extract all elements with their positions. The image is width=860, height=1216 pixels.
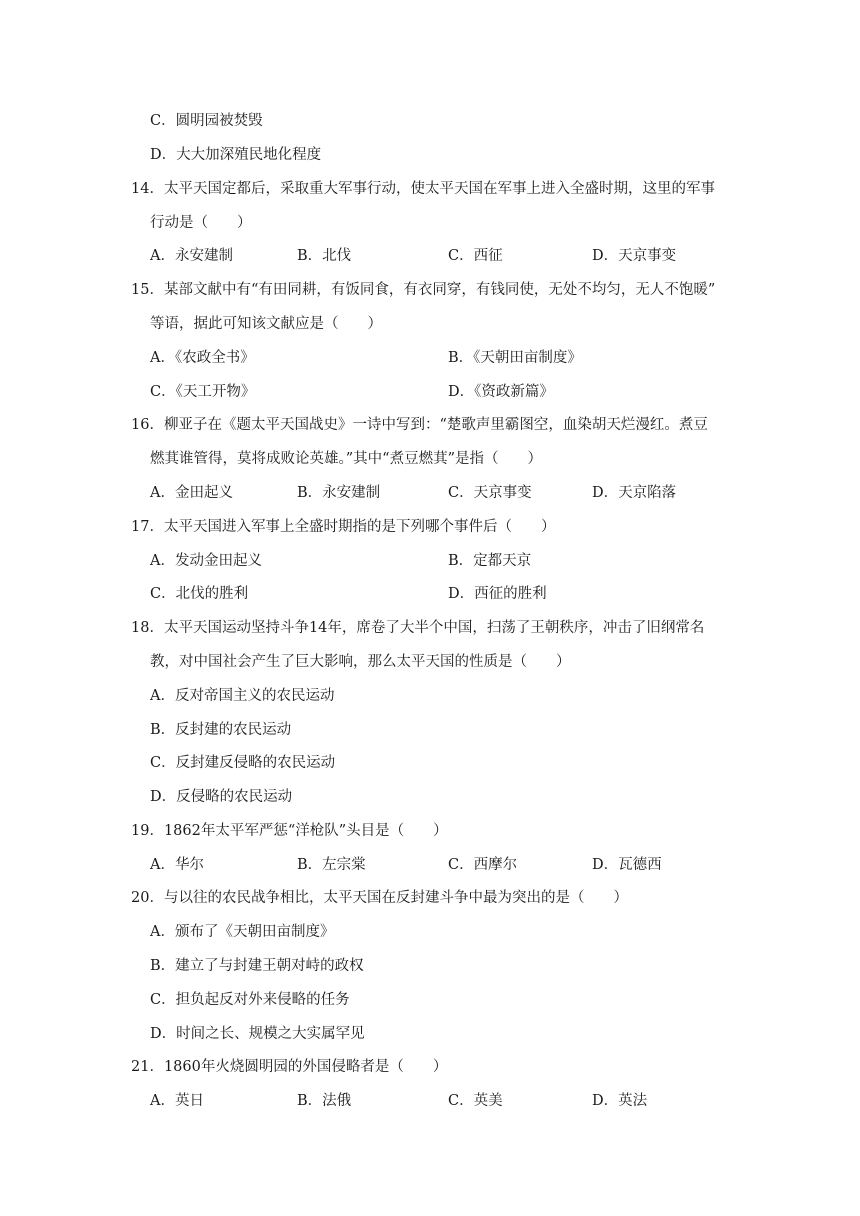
option-a: A．永安建制 — [150, 248, 233, 264]
question-stem: 16．柳亚子在《题太平天国战史》一诗中写到：“楚歌声里霸图空，血染胡天烂漫红。煮豆 — [131, 417, 708, 433]
question-stem: 21．1860年火烧圆明园的外国侵略者是（ ） — [131, 1059, 448, 1075]
option-c: C．担负起反对外来侵略的任务 — [150, 992, 350, 1008]
option-c: C．圆明园被焚毁 — [150, 113, 263, 129]
option-d: D．天京陷落 — [592, 485, 677, 501]
option-b: B．定都天京 — [448, 553, 532, 569]
question-stem: 17．太平天国进入军事上全盛时期指的是下列哪个事件后（ ） — [131, 519, 556, 535]
option-a: A．英日 — [150, 1093, 204, 1109]
question-stem: 19．1862年太平军严惩“洋枪队”头目是（ ） — [131, 823, 448, 839]
option-a: A．金田起义 — [150, 485, 233, 501]
question-stem-continued: 燃萁谁管得，莫将成败论英雄。”其中“煮豆燃萁”是指（ ） — [150, 451, 542, 467]
question-stem-continued: 等语，据此可知该文献应是（ ） — [150, 316, 382, 332]
option-b: B．《天朝田亩制度》 — [448, 350, 582, 366]
question-stem: 14．太平天国定都后，采取重大军事行动，使太平天国在军事上进入全盛时期，这里的军事 — [131, 181, 715, 197]
option-c: C．反封建反侵略的农民运动 — [150, 755, 336, 771]
option-c: C．天京事变 — [448, 485, 532, 501]
option-c: C．英美 — [448, 1093, 503, 1109]
option-b: B．反封建的农民运动 — [150, 722, 292, 738]
option-b: B．北伐 — [297, 248, 352, 264]
option-b: B．永安建制 — [297, 485, 381, 501]
option-a: A．颁布了《天朝田亩制度》 — [150, 924, 335, 940]
option-d: D．天京事变 — [592, 248, 677, 264]
option-b: B．左宗棠 — [297, 857, 366, 873]
option-c: C．北伐的胜利 — [150, 586, 249, 602]
option-a: A．华尔 — [150, 857, 204, 873]
option-d: D．英法 — [592, 1093, 648, 1109]
option-d: D．反侵略的农民运动 — [150, 789, 293, 805]
option-d: D．大大加深殖民地化程度 — [150, 147, 322, 163]
option-b: B．法俄 — [297, 1093, 352, 1109]
option-d: D．瓦德西 — [592, 857, 662, 873]
question-stem-continued: 行动是（ ） — [150, 215, 252, 231]
option-c: C．西摩尔 — [448, 857, 518, 873]
option-c: C．《天工开物》 — [150, 384, 256, 400]
option-a: A．发动金田起义 — [150, 553, 262, 569]
question-stem: 15．某部文献中有“有田同耕，有饭同食，有衣同穿，有钱同使，无处不均匀，无人不饱暖” — [131, 282, 716, 298]
option-a: A．《农政全书》 — [150, 350, 255, 366]
question-stem-continued: 教，对中国社会产生了巨大影响，那么太平天国的性质是（ ） — [150, 654, 571, 670]
option-b: B．建立了与封建王朝对峙的政权 — [150, 958, 364, 974]
option-d: D．《资政新篇》 — [448, 384, 554, 400]
question-stem: 18．太平天国运动坚持斗争14年，席卷了大半个中国，扫荡了王朝秩序，冲击了旧纲常名 — [131, 620, 705, 636]
question-stem: 20．与以往的农民战争相比，太平天国在反封建斗争中最为突出的是（ ） — [131, 890, 628, 906]
option-a: A．反对帝国主义的农民运动 — [150, 688, 335, 704]
option-d: D．时间之长、规模之大实属罕见 — [150, 1026, 365, 1042]
option-c: C．西征 — [448, 248, 503, 264]
option-d: D．西征的胜利 — [448, 586, 547, 602]
